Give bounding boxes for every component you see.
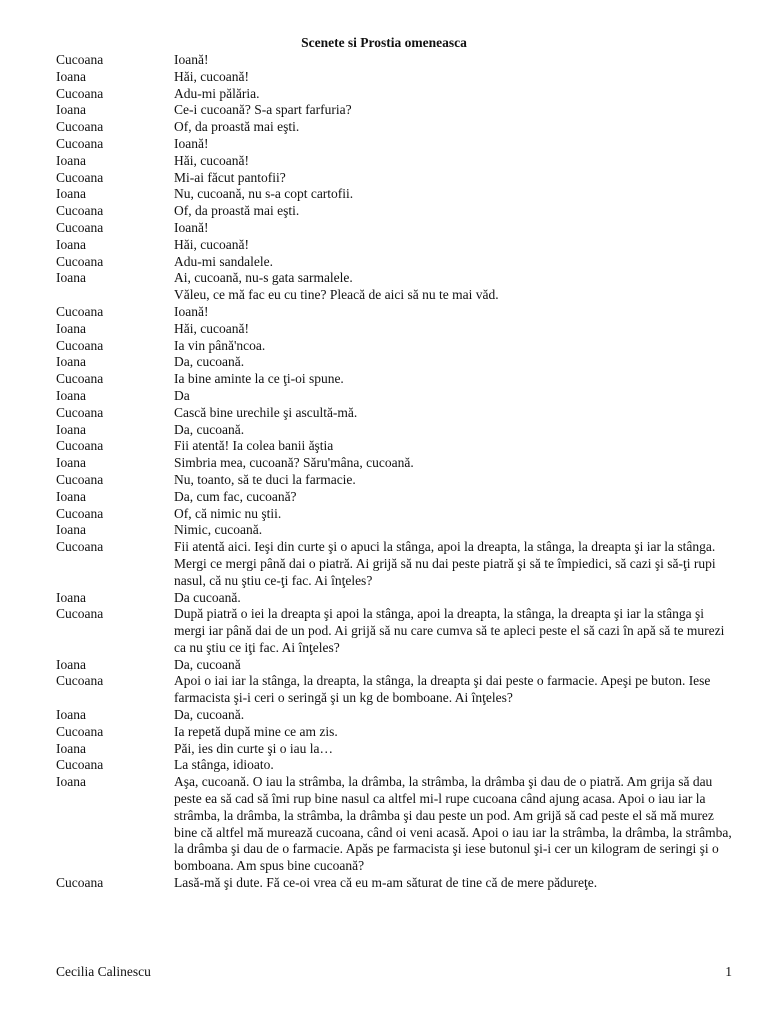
dialogue-line <box>56 354 736 371</box>
dialogue-line <box>56 657 736 674</box>
dialogue-line <box>56 388 736 405</box>
dialogue-text: Fii atentă! Ia colea banii ăştia <box>174 438 334 454</box>
speaker-name: Cucoana <box>56 52 104 67</box>
speaker-name: Ioana <box>56 354 86 370</box>
dialogue-text: Hăi, cucoană! <box>174 152 249 168</box>
dialogue-text: După piatră o iei la dreapta şi apoi la stânga, apoi la dreapta, la stânga, la dreapta şi iar la stânga şi mergi iar până dai de un pod. Ai grijă să nu care cumva să te apleci peste el să cazi în apă să te murezi ca nu ştiu ce iţi fac. Ai înţeles? <box>174 606 725 655</box>
speaker-name: Ioana <box>56 488 86 504</box>
dialogue-line <box>56 774 736 875</box>
speaker-name: Cucoana <box>56 203 104 219</box>
dialogue-text: Da, cucoană. <box>174 354 245 370</box>
speaker-name: Ioana <box>56 387 86 403</box>
speaker-name: Cucoana <box>56 757 104 773</box>
dialogue-line <box>56 304 736 321</box>
dialogue-text: Ce-i cucoană? S-a spart farfuria? <box>174 102 352 118</box>
footer-author: Cecilia Calinescu <box>56 964 151 979</box>
dialogue-line <box>56 472 736 489</box>
dialogue-line <box>56 673 736 707</box>
dialogue-line <box>56 522 736 539</box>
dialogue-line <box>56 220 736 237</box>
dialogue-line <box>56 741 736 758</box>
speaker-name: Cucoana <box>56 539 104 555</box>
dialogue-line <box>56 136 736 153</box>
dialogue-text: Hăi, cucoană! <box>174 236 249 252</box>
dialogue-text: Da cucoană. <box>174 589 241 605</box>
dialogue-line <box>56 153 736 170</box>
speaker-name: Cucoana <box>56 471 104 487</box>
speaker-name: Ioana <box>56 68 86 84</box>
dialogue-text: Văleu, ce mă fac eu cu tine? Pleacă de aici să nu te mai văd. <box>174 287 499 303</box>
speaker-name: Cucoana <box>56 371 104 387</box>
speaker-name: Cucoana <box>56 723 104 739</box>
speaker-name <box>56 287 174 304</box>
speaker-name: Cucoana <box>56 337 104 353</box>
speaker-name: Ioana <box>56 320 86 336</box>
dialogue-line <box>56 724 736 741</box>
dialogue-text: Simbria mea, cucoană? Săru'mâna, cucoană. <box>174 455 414 471</box>
dialogue-text: Hăi, cucoană! <box>174 320 249 336</box>
speaker-name: Ioana <box>56 270 86 286</box>
dialogue-text: Aşa, cucoană. O iau la strâmba, la drâmba, la strâmba, la drâmba şi dau de o piatră. Am grija să dau peste ea să cad să îmi rup bine nasul ca altfel mi-l rupe cucoana când ajung acasa. Apoi o iau iar la strâmba, la drâmba, la strâmba, la drâmba şi dau peste un pod. Am grijă să cad peste el să mă murez bine că altfel mă murează cucoana, când oi veni acasă. Apoi o iau iar la strâmba, la drâmba, la strâmba, la drâmba şi dau de o farmacie. Apăs pe farmacista şi iese butonul şi-i cer un kilogram de seringi şi o bomboana. Am spus bine cucoană? <box>174 774 732 874</box>
dialogue-text: Ioană! <box>174 52 209 67</box>
dialogue-text: Of, da proastă mai eşti. <box>174 119 300 135</box>
speaker-name: Cucoana <box>56 404 104 420</box>
dialogue-text: Apoi o iai iar la stânga, la dreapta, la stânga, la dreapta şi dai peste o farmacie. Apeşi pe buton. Iese farmacista şi-i ceri o seringă şi un kg de bomboane. Ai înţeles? <box>174 673 711 706</box>
dialogue-text: Of, da proastă mai eşti. <box>174 203 300 219</box>
speaker-name: Cucoana <box>56 606 104 622</box>
document-title: Scenete si Prostia omeneasca <box>301 35 467 50</box>
dialogue-text: Cască bine urechile şi ascultă-mă. <box>174 404 358 420</box>
speaker-name: Ioana <box>56 236 86 252</box>
dialogue-text: Ia vin până'ncoa. <box>174 337 266 353</box>
speaker-name: Ioana <box>56 656 86 672</box>
dialogue-line <box>56 186 736 203</box>
speaker-name: Cucoana <box>56 438 104 454</box>
dialogue-text: Ioană! <box>174 303 209 319</box>
dialogue-line <box>56 321 736 338</box>
dialogue-text: Hăi, cucoană! <box>174 68 249 84</box>
dialogue-script <box>56 52 736 892</box>
speaker-name: Ioana <box>56 522 86 538</box>
dialogue-line <box>56 757 736 774</box>
speaker-name: Ioana <box>56 102 86 118</box>
dialogue-text: Adu-mi sandalele. <box>174 253 273 269</box>
dialogue-line <box>56 405 736 422</box>
speaker-name: Ioana <box>56 707 86 723</box>
dialogue-text: Ioană! <box>174 135 209 151</box>
dialogue-line <box>56 69 736 86</box>
dialogue-line <box>56 102 736 119</box>
page-number: 1 <box>725 964 732 979</box>
dialogue-text: Da <box>174 387 190 403</box>
dialogue-line <box>56 489 736 506</box>
speaker-name: Ioana <box>56 186 86 202</box>
dialogue-text: Ioană! <box>174 219 209 235</box>
speaker-name: Cucoana <box>56 253 104 269</box>
dialogue-line <box>56 170 736 187</box>
speaker-name: Ioana <box>56 589 86 605</box>
dialogue-text: Nimic, cucoană. <box>174 522 263 538</box>
dialogue-line <box>56 371 736 388</box>
dialogue-text: Da, cucoană <box>174 656 241 672</box>
speaker-name: Cucoana <box>56 85 104 101</box>
dialogue-line <box>56 52 736 69</box>
speaker-name: Ioana <box>56 740 86 756</box>
speaker-name: Cucoana <box>56 505 104 521</box>
dialogue-line <box>56 875 736 892</box>
dialogue-line <box>56 86 736 103</box>
dialogue-line <box>56 237 736 254</box>
speaker-name: Ioana <box>56 455 86 471</box>
dialogue-text: Nu, cucoană, nu s-a copt cartofii. <box>174 186 354 202</box>
dialogue-text: Mi-ai făcut pantofii? <box>174 169 286 185</box>
speaker-name: Cucoana <box>56 303 104 319</box>
dialogue-text: Păi, ies din curte şi o iau la… <box>174 740 333 756</box>
dialogue-text: La stânga, idioato. <box>174 757 274 773</box>
speaker-name: Cucoana <box>56 219 104 235</box>
dialogue-line <box>56 270 736 287</box>
dialogue-line <box>56 506 736 523</box>
dialogue-line <box>56 287 736 304</box>
dialogue-line <box>56 606 736 656</box>
speaker-name: Cucoana <box>56 673 104 689</box>
dialogue-line <box>56 455 736 472</box>
speaker-name: Cucoana <box>56 135 104 151</box>
dialogue-text: Nu, toanto, să te duci la farmacie. <box>174 471 356 487</box>
dialogue-line <box>56 539 736 589</box>
dialogue-text: Lasă-mă şi dute. Fă ce-oi vrea că eu m-am săturat de tine că de mere pădureţe. <box>174 875 598 891</box>
dialogue-line <box>56 203 736 220</box>
speaker-name: Cucoana <box>56 169 104 185</box>
dialogue-line <box>56 254 736 271</box>
dialogue-text: Ia repetă după mine ce am zis. <box>174 723 338 739</box>
dialogue-line <box>56 119 736 136</box>
dialogue-text: Ai, cucoană, nu-s gata sarmalele. <box>174 270 353 286</box>
speaker-name: Ioana <box>56 774 86 790</box>
dialogue-line <box>56 590 736 607</box>
dialogue-text: Adu-mi pălăria. <box>174 85 260 101</box>
dialogue-line <box>56 438 736 455</box>
speaker-name: Ioana <box>56 421 86 437</box>
dialogue-text: Of, că nimic nu ştii. <box>174 505 282 521</box>
speaker-name: Cucoana <box>56 119 104 135</box>
speaker-name: Cucoana <box>56 875 104 891</box>
dialogue-line <box>56 338 736 355</box>
dialogue-text: Da, cum fac, cucoană? <box>174 488 297 504</box>
dialogue-text: Da, cucoană. <box>174 707 245 723</box>
dialogue-text: Da, cucoană. <box>174 421 245 437</box>
dialogue-text: Ia bine aminte la ce ţi-oi spune. <box>174 371 344 387</box>
dialogue-line <box>56 707 736 724</box>
dialogue-line <box>56 422 736 439</box>
speaker-name: Ioana <box>56 152 86 168</box>
dialogue-text: Fii atentă aici. Ieşi din curte şi o apuci la stânga, apoi la dreapta, la stânga, la dreapta şi iar la stânga. Mergi ce mergi până dai o piatră. Ai grijă să nu dai peste piatră şi să te împiedici, să cazi şi să-ţi rupi nasul, că nu ştiu ce-ţi fac. Ai înţeles? <box>174 539 716 588</box>
